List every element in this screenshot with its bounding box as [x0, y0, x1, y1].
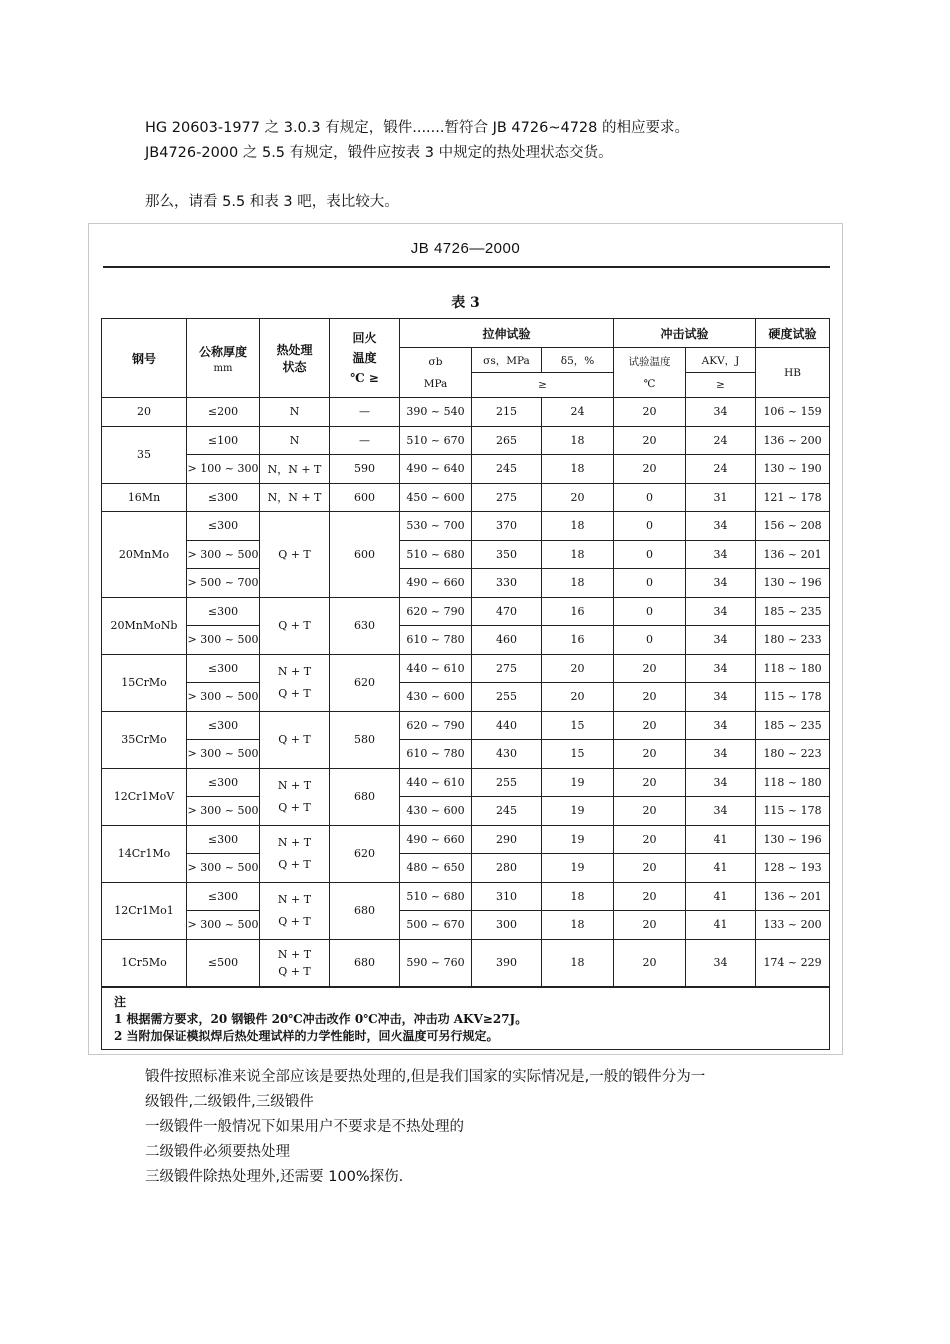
header-delta5: δ5，% — [542, 348, 614, 373]
header-sigma-s: σs，MPa — [472, 348, 542, 373]
heat-treatment-option: Q + T — [278, 686, 311, 700]
row-sigma-s: 300 — [472, 911, 542, 940]
row-thickness: > 300 ~ 500 — [187, 740, 260, 769]
standard-title: JB 4726—2000 — [410, 240, 521, 257]
row-grade: 12Cr1Mo1 — [102, 882, 187, 939]
row-sigma-b: 490 ~ 660 — [400, 825, 472, 854]
row-thickness: ≤300 — [187, 597, 260, 626]
header-steel-grade: 钢号 — [102, 319, 187, 398]
row-thickness: > 300 ~ 500 — [187, 797, 260, 826]
table-notes — [102, 987, 830, 1050]
row-test-temp: 0 — [614, 512, 686, 541]
row-thickness: > 300 ~ 500 — [187, 854, 260, 883]
row-hb: 180 ~ 223 — [756, 740, 830, 769]
row-sigma-s: 245 — [472, 797, 542, 826]
row-test-temp: 0 — [614, 540, 686, 569]
header-impact-test: 冲击试验 — [614, 319, 756, 348]
row-temper: 680 — [330, 939, 400, 987]
heat-treatment-option: N + T — [277, 947, 312, 961]
row-akv: 34 — [686, 654, 756, 683]
header-thickness — [187, 319, 260, 398]
row-sigma-b: 620 ~ 790 — [400, 597, 472, 626]
header-hb: HB — [756, 348, 830, 398]
row-sigma-s: 275 — [472, 654, 542, 683]
header-temper-line3: ℃ ≥ — [350, 371, 379, 385]
row-hb: 133 ~ 200 — [756, 911, 830, 940]
row-thickness: ≤300 — [187, 711, 260, 740]
row-heat-treatment: Q + T — [260, 512, 330, 598]
row-thickness: ≤300 — [187, 768, 260, 797]
row-akv: 34 — [686, 626, 756, 655]
heat-treatment-table — [101, 318, 830, 1050]
row-sigma-b: 510 ~ 680 — [400, 882, 472, 911]
outro-line-5: 三级锻件除热处理外,还需要 100%探伤. — [145, 1169, 404, 1185]
intro-line-3: 那么，请看 5.5 和表 3 吧，表比较大。 — [145, 194, 399, 210]
row-akv: 31 — [686, 483, 756, 512]
row-sigma-s: 255 — [472, 768, 542, 797]
outro-line-4: 二级锻件必须要热处理 — [145, 1144, 290, 1160]
row-sigma-s: 265 — [472, 426, 542, 455]
row-thickness: > 300 ~ 500 — [187, 540, 260, 569]
standard-table-figure — [88, 223, 843, 1055]
row-temper: 680 — [330, 768, 400, 825]
row-sigma-s: 215 — [472, 398, 542, 427]
row-akv: 41 — [686, 911, 756, 940]
row-test-temp: 0 — [614, 569, 686, 598]
outro-line-3: 一级锻件一般情况下如果用户不要求是不热处理的 — [145, 1119, 464, 1135]
row-test-temp: 20 — [614, 740, 686, 769]
notes-label: 注 — [114, 994, 127, 1009]
header-akv: AKV，J — [686, 348, 756, 373]
row-thickness: ≤500 — [187, 939, 260, 987]
header-geq-impact: ≥ — [686, 373, 756, 398]
row-akv: 34 — [686, 398, 756, 427]
row-test-temp: 20 — [614, 825, 686, 854]
row-test-temp: 20 — [614, 398, 686, 427]
row-sigma-b: 610 ~ 780 — [400, 626, 472, 655]
row-sigma-s: 390 — [472, 939, 542, 987]
row-temper: 600 — [330, 483, 400, 512]
header-sigma-b-unit: MPa — [423, 377, 448, 390]
header-thickness-unit: mm — [213, 362, 233, 374]
row-grade: 20 — [102, 398, 187, 427]
row-sigma-b: 450 ~ 600 — [400, 483, 472, 512]
row-test-temp: 20 — [614, 911, 686, 940]
note-2: 2 当附加保证模拟焊后热处理试样的力学性能时，回火温度可另行规定。 — [114, 1028, 499, 1043]
row-heat-treatment — [260, 939, 330, 987]
row-grade: 35CrMo — [102, 711, 187, 768]
intro-line-1: HG 20603-1977 之 3.0.3 有规定，锻件.......暂符合 JB 4726~4728 的相应要求。 — [145, 120, 689, 136]
row-hb: 118 ~ 180 — [756, 654, 830, 683]
row-test-temp: 20 — [614, 768, 686, 797]
heat-treatment-option: Q + T — [278, 964, 311, 978]
row-sigma-b: 390 ~ 540 — [400, 398, 472, 427]
row-sigma-b: 490 ~ 660 — [400, 569, 472, 598]
row-sigma-s: 470 — [472, 597, 542, 626]
row-akv: 34 — [686, 540, 756, 569]
row-heat-treatment: N — [260, 398, 330, 427]
row-akv: 41 — [686, 882, 756, 911]
row-sigma-s: 310 — [472, 882, 542, 911]
row-delta5: 16 — [542, 597, 614, 626]
row-delta5: 16 — [542, 626, 614, 655]
row-heat-treatment: Q + T — [260, 597, 330, 654]
heat-treatment-option: N + T — [277, 892, 312, 906]
row-delta5: 18 — [542, 426, 614, 455]
row-heat-treatment — [260, 768, 330, 825]
row-akv: 34 — [686, 939, 756, 987]
row-akv: 34 — [686, 768, 756, 797]
heat-treatment-option: Q + T — [278, 800, 311, 814]
row-thickness: ≤300 — [187, 654, 260, 683]
row-sigma-s: 290 — [472, 825, 542, 854]
row-grade: 15CrMo — [102, 654, 187, 711]
row-heat-treatment: N，N + T — [260, 483, 330, 512]
header-sigma-b — [400, 348, 472, 398]
header-test-temp-line2: ℃ — [643, 377, 656, 390]
row-thickness: ≤100 — [187, 426, 260, 455]
header-heat-treatment-line2: 状态 — [282, 360, 307, 374]
row-heat-treatment — [260, 654, 330, 711]
row-sigma-b: 510 ~ 680 — [400, 540, 472, 569]
row-delta5: 19 — [542, 768, 614, 797]
row-test-temp: 20 — [614, 455, 686, 484]
row-delta5: 18 — [542, 882, 614, 911]
row-hb: 106 ~ 159 — [756, 398, 830, 427]
row-temper: 630 — [330, 597, 400, 654]
row-sigma-s: 280 — [472, 854, 542, 883]
row-akv: 34 — [686, 740, 756, 769]
row-grade: 20MnMoNb — [102, 597, 187, 654]
row-heat-treatment — [260, 882, 330, 939]
row-delta5: 15 — [542, 711, 614, 740]
row-hb: 174 ~ 229 — [756, 939, 830, 987]
outro-line-2: 级锻件,二级锻件,三级锻件 — [145, 1094, 314, 1110]
row-hb: 185 ~ 235 — [756, 597, 830, 626]
row-thickness: ≤300 — [187, 825, 260, 854]
heat-treatment-option: N + T — [277, 664, 312, 678]
row-sigma-b: 500 ~ 670 — [400, 911, 472, 940]
row-akv: 41 — [686, 854, 756, 883]
row-thickness: ≤300 — [187, 512, 260, 541]
header-test-temp-line1: 试验温度 — [628, 355, 671, 368]
outro-line-1: 锻件按照标准来说全部应该是要热处理的,但是我们国家的实际情况是,一般的锻件分为一 — [145, 1069, 706, 1085]
row-akv: 34 — [686, 597, 756, 626]
heat-treatment-option: Q + T — [278, 914, 311, 928]
row-hb: 136 ~ 200 — [756, 426, 830, 455]
header-heat-treatment — [260, 319, 330, 398]
row-test-temp: 20 — [614, 654, 686, 683]
row-delta5: 24 — [542, 398, 614, 427]
row-hb: 115 ~ 178 — [756, 797, 830, 826]
row-test-temp: 20 — [614, 854, 686, 883]
row-delta5: 18 — [542, 569, 614, 598]
row-grade: 14Cr1Mo — [102, 825, 187, 882]
row-hb: 121 ~ 178 — [756, 483, 830, 512]
row-heat-treatment — [260, 825, 330, 882]
row-akv: 34 — [686, 569, 756, 598]
header-sigma-b-symbol: σb — [428, 355, 443, 368]
row-sigma-s: 350 — [472, 540, 542, 569]
row-hb: 128 ~ 193 — [756, 854, 830, 883]
row-grade: 20MnMo — [102, 512, 187, 598]
row-sigma-s: 255 — [472, 683, 542, 712]
row-delta5: 19 — [542, 825, 614, 854]
row-thickness: > 300 ~ 500 — [187, 911, 260, 940]
header-thickness-label: 公称厚度 — [198, 344, 247, 359]
row-sigma-b: 620 ~ 790 — [400, 711, 472, 740]
row-test-temp: 20 — [614, 683, 686, 712]
row-sigma-s: 370 — [472, 512, 542, 541]
row-thickness: > 100 ~ 300 — [187, 455, 260, 484]
header-test-temp — [614, 348, 686, 398]
row-temper: 600 — [330, 512, 400, 598]
row-akv: 34 — [686, 711, 756, 740]
row-akv: 24 — [686, 455, 756, 484]
row-akv: 34 — [686, 683, 756, 712]
row-thickness: ≤300 — [187, 483, 260, 512]
row-delta5: 18 — [542, 911, 614, 940]
note-1: 1 根据需方要求，20 钢锻件 20℃冲击改作 0℃冲击，冲击功 AKV≥27J。 — [114, 1011, 528, 1026]
row-grade: 35 — [102, 426, 187, 483]
row-delta5: 19 — [542, 797, 614, 826]
row-sigma-b: 490 ~ 640 — [400, 455, 472, 484]
row-sigma-s: 440 — [472, 711, 542, 740]
row-hb: 118 ~ 180 — [756, 768, 830, 797]
row-sigma-s: 245 — [472, 455, 542, 484]
row-sigma-b: 440 ~ 610 — [400, 654, 472, 683]
row-test-temp: 20 — [614, 711, 686, 740]
row-hb: 180 ~ 233 — [756, 626, 830, 655]
row-sigma-b: 480 ~ 650 — [400, 854, 472, 883]
row-akv: 34 — [686, 512, 756, 541]
row-sigma-s: 430 — [472, 740, 542, 769]
row-grade: 16Mn — [102, 483, 187, 512]
row-temper: — — [330, 426, 400, 455]
row-heat-treatment: N — [260, 426, 330, 455]
row-test-temp: 20 — [614, 426, 686, 455]
header-hardness-test: 硬度试验 — [756, 319, 830, 348]
row-delta5: 19 — [542, 854, 614, 883]
heat-treatment-option: N + T — [277, 778, 312, 792]
header-geq-tensile: ≥ — [472, 373, 614, 398]
row-test-temp: 20 — [614, 797, 686, 826]
row-temper: 590 — [330, 455, 400, 484]
row-sigma-b: 590 ~ 760 — [400, 939, 472, 987]
row-delta5: 20 — [542, 683, 614, 712]
row-sigma-b: 610 ~ 780 — [400, 740, 472, 769]
row-sigma-s: 460 — [472, 626, 542, 655]
title-rule — [103, 266, 830, 268]
header-temper-temp — [330, 319, 400, 398]
row-thickness: > 300 ~ 500 — [187, 683, 260, 712]
row-test-temp: 20 — [614, 939, 686, 987]
row-hb: 136 ~ 201 — [756, 540, 830, 569]
row-delta5: 18 — [542, 939, 614, 987]
row-delta5: 18 — [542, 455, 614, 484]
table-wrapper — [101, 318, 829, 1050]
row-test-temp: 0 — [614, 626, 686, 655]
row-delta5: 18 — [542, 512, 614, 541]
row-hb: 136 ~ 201 — [756, 882, 830, 911]
row-grade: 1Cr5Mo — [102, 939, 187, 987]
row-delta5: 18 — [542, 540, 614, 569]
row-hb: 130 ~ 196 — [756, 825, 830, 854]
row-delta5: 20 — [542, 654, 614, 683]
row-akv: 24 — [686, 426, 756, 455]
row-akv: 41 — [686, 825, 756, 854]
row-thickness: ≤300 — [187, 882, 260, 911]
row-sigma-s: 330 — [472, 569, 542, 598]
row-thickness: ≤200 — [187, 398, 260, 427]
header-temper-line1: 回火 — [352, 331, 377, 345]
row-hb: 185 ~ 235 — [756, 711, 830, 740]
row-thickness: > 500 ~ 700 — [187, 569, 260, 598]
heat-treatment-option: N + T — [277, 835, 312, 849]
intro-line-2: JB4726-2000 之 5.5 有规定，锻件应按表 3 中规定的热处理状态交货。 — [145, 145, 613, 161]
row-heat-treatment: N，N + T — [260, 455, 330, 484]
row-test-temp: 20 — [614, 882, 686, 911]
row-hb: 115 ~ 178 — [756, 683, 830, 712]
row-temper: — — [330, 398, 400, 427]
row-test-temp: 0 — [614, 483, 686, 512]
row-heat-treatment: Q + T — [260, 711, 330, 768]
row-sigma-s: 275 — [472, 483, 542, 512]
row-hb: 156 ~ 208 — [756, 512, 830, 541]
row-thickness: > 300 ~ 500 — [187, 626, 260, 655]
row-hb: 130 ~ 196 — [756, 569, 830, 598]
header-temper-line2: 温度 — [352, 351, 377, 365]
row-test-temp: 0 — [614, 597, 686, 626]
table-caption: 表 3 — [451, 295, 480, 311]
row-sigma-b: 510 ~ 670 — [400, 426, 472, 455]
row-temper: 620 — [330, 825, 400, 882]
row-sigma-b: 430 ~ 600 — [400, 797, 472, 826]
header-heat-treatment-line1: 热处理 — [276, 343, 313, 357]
row-temper: 680 — [330, 882, 400, 939]
row-delta5: 20 — [542, 483, 614, 512]
row-hb: 130 ~ 190 — [756, 455, 830, 484]
row-delta5: 15 — [542, 740, 614, 769]
heat-treatment-option: Q + T — [278, 857, 311, 871]
row-akv: 34 — [686, 797, 756, 826]
row-grade: 12Cr1MoV — [102, 768, 187, 825]
row-sigma-b: 430 ~ 600 — [400, 683, 472, 712]
row-sigma-b: 530 ~ 700 — [400, 512, 472, 541]
header-tensile-test: 拉伸试验 — [400, 319, 614, 348]
row-temper: 580 — [330, 711, 400, 768]
row-sigma-b: 440 ~ 610 — [400, 768, 472, 797]
row-temper: 620 — [330, 654, 400, 711]
